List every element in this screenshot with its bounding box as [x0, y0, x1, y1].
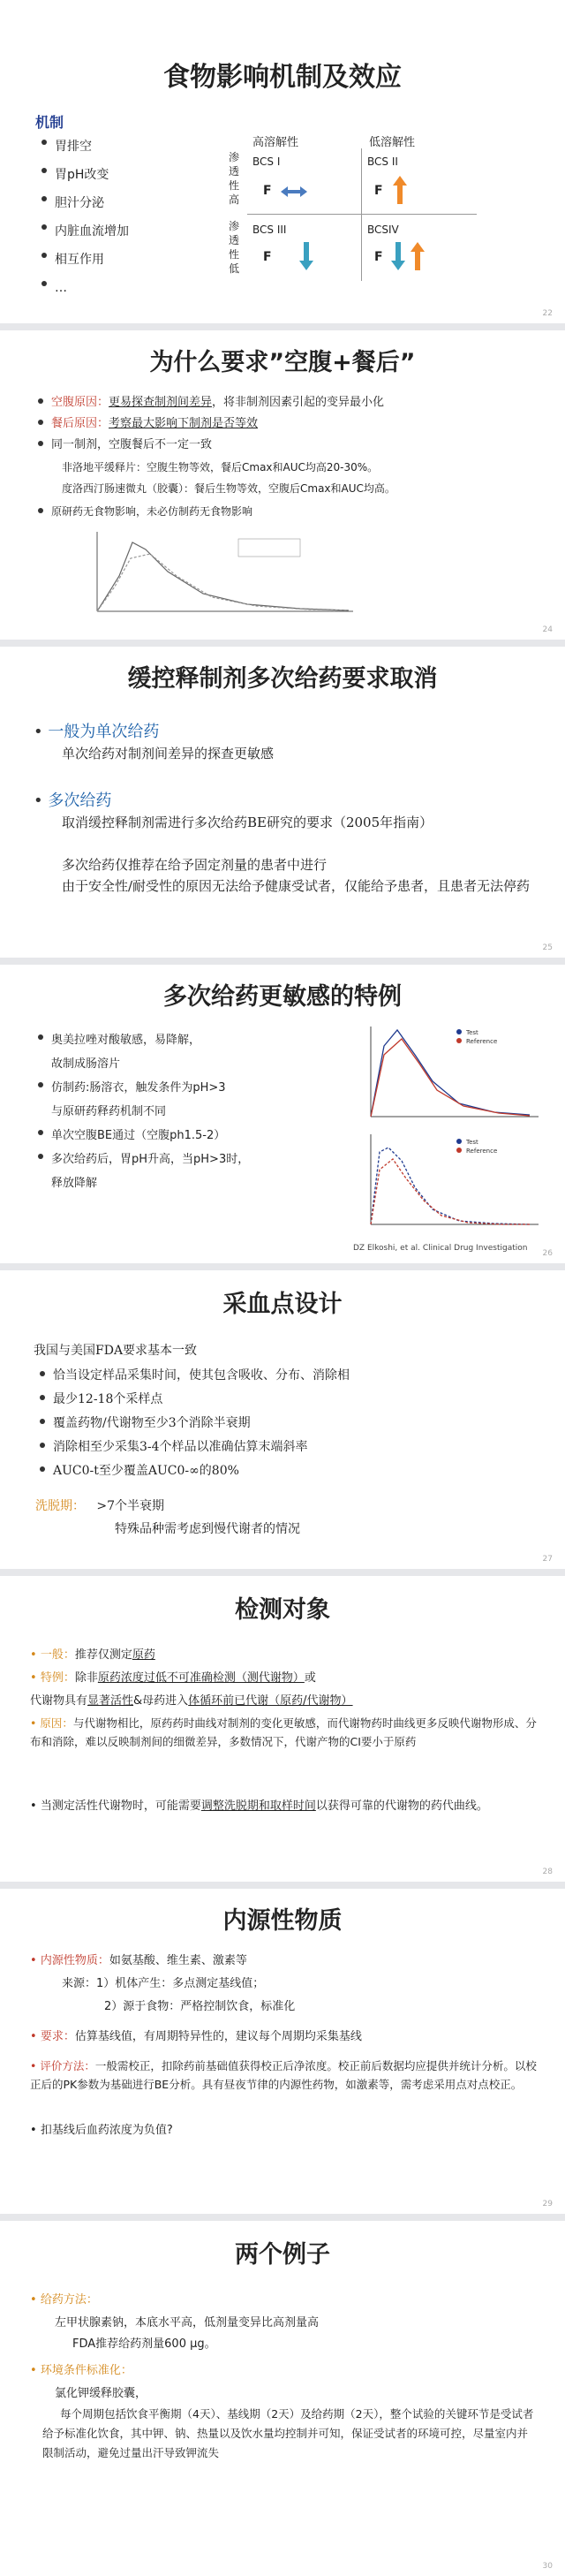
- legend-test: Test: [466, 1029, 478, 1036]
- slide2-title: 为什么要求”空腹+餐后”: [149, 349, 416, 376]
- ex1-line1: 左甲状腺素钠，本底水平高，低剂量变异比高剂量高: [55, 2316, 320, 2330]
- ex2-detail: 每个周期包括饮食平衡期（4天）、基线期（2天）及给药期（2天），整个试验的关键环节是受试者给予标准化饮食，其中钾、钠、热量以及饮水量均控制并可知，保证受试者的环境可控，尽量室内并限制活动，避免过量出汗导致钾流失: [42, 2407, 534, 2459]
- page-number: 29: [542, 2200, 553, 2209]
- list-item: AUC0-t至少覆盖AUC0-∞的80%: [37, 1459, 540, 1483]
- analyte-general: • 一般：推荐仅测定原药: [30, 1648, 155, 1662]
- list-item: 原研药无食物影响，未必仿制药无食物影响: [35, 502, 252, 521]
- washout-note: 特殊品种需考虑到慢代谢者的情况: [115, 1522, 300, 1536]
- ex1-line2: FDA推荐给药剂量600 μg。: [72, 2337, 216, 2351]
- multi-dose-text-3: 由于安全性/耐受性的原因无法给予健康受试者，仅能给予患者，且患者无法停药: [62, 878, 531, 894]
- reason-list: [35, 392, 547, 456]
- arrow-down-icon: [390, 241, 406, 271]
- slide-examples: [0, 2221, 565, 2576]
- slide-why-fasting-fed: [0, 330, 565, 647]
- bcs4-label: BCSIV: [367, 224, 399, 236]
- arrow-up-icon: [410, 241, 426, 271]
- list-item: 胃排空: [39, 133, 129, 161]
- slide-food-effect: [0, 0, 565, 330]
- list-item: 覆盖药物/代谢物至少3个消除半衰期: [37, 1412, 540, 1436]
- multi-dose-text-2: 多次给药仅推荐在给予固定剂量的患者中进行: [62, 857, 328, 873]
- analyte-special-2: 代谢物具有显著活性&母药进入体循环前已代谢（原药/代谢物）: [30, 1694, 353, 1708]
- bcs-row-low: 渗 透 性 低: [228, 220, 239, 275]
- page-number: 24: [542, 625, 553, 634]
- page-number: 25: [542, 943, 553, 952]
- example-felodipine: 非洛地平缓释片：空腹生物等效，餐后Cmax和AUC均高20-30%。: [62, 461, 379, 474]
- bcs-row-high: 渗 透 性 高: [228, 151, 239, 206]
- bcs-col-high: 高溶解性: [252, 136, 299, 149]
- endo-eval: • 评价方法：一般需校正，扣除药前基础值获得校正后净浓度。校正前后数据均应提供并统计分析。以校正后的PK参数为基础进行BE分析。具有昼夜节律的内源性药物，如激素等，需考虑采用点对点校正。: [30, 2059, 537, 2091]
- slide-multiple-dose: [0, 647, 565, 965]
- list-item: 餐后原因：考察最大影响下制剂是否等效: [35, 413, 547, 435]
- slide6-title: 检测对象: [235, 1596, 330, 1624]
- legend-reference-2: Reference: [466, 1148, 498, 1155]
- list-item: …: [39, 274, 129, 302]
- endo-source: 来源：1）机体产生：多点测定基线值；: [62, 1977, 265, 1990]
- list-item: 相互作用: [39, 246, 129, 274]
- page-number: 28: [542, 1868, 553, 1876]
- reason-list-2: [35, 502, 252, 521]
- slide3-title: 缓控释制剂多次给药要求取消: [127, 665, 438, 693]
- mechanism-list: [39, 133, 129, 302]
- list-item: 多次给药后，胃pH升高，当pH>3时， 释放降解: [35, 1148, 327, 1195]
- list-item: 空腹原因：更易探查制剂间差异，将非制剂因素引起的变异最小化: [35, 392, 547, 413]
- washout-line: 洗脱期： >7个半衰期: [35, 1499, 164, 1513]
- endo-def: • 内源性物质：如氨基酸、维生素、激素等: [30, 1954, 247, 1967]
- list-item: 胆汁分泌: [39, 189, 129, 217]
- mechanism-heading: 机制: [35, 114, 64, 131]
- omeprazole-charts: [353, 1019, 547, 1240]
- bcs1-label: BCS I: [252, 155, 281, 168]
- slide5-title: 采血点设计: [222, 1291, 343, 1318]
- slide-endogenous: [0, 1889, 565, 2221]
- list-item: 仿制药:肠溶衣，触发条件为pH>3 与原研药释药机制不同: [35, 1076, 327, 1124]
- bcs2-f: F: [374, 184, 383, 198]
- endo-negative: • 扣基线后血药浓度为负值?: [30, 2124, 173, 2137]
- page-number: 26: [542, 1249, 553, 1258]
- ex1-heading: • 给药方法：: [30, 2293, 98, 2307]
- bcs1-f: F: [263, 184, 272, 198]
- double-arrow-icon: [279, 184, 309, 200]
- bcs3-cell: [247, 215, 362, 281]
- arrow-up-icon: [392, 175, 408, 205]
- slide1-title: 食物影响机制及效应: [163, 62, 402, 93]
- analyte-special: • 特例：除非原药浓度过低不可准确检测（测代谢物）或: [30, 1671, 316, 1685]
- list-item: 最少12-18个采样点: [37, 1388, 540, 1412]
- list-item: 奥美拉唑对酸敏感，易降解， 故制成肠溶片: [35, 1028, 327, 1076]
- list-item: 单次空腹BE通过（空腹ph1.5-2）: [35, 1124, 327, 1148]
- bcs1-cell: [247, 148, 362, 215]
- slide-special-case: [0, 965, 565, 1270]
- analyte-reason: • 原因：与代谢物相比，原药药时曲线对制剂的变化更敏感，而代谢物药时曲线更多反映代谢物形成、分布和消除，难以反映制剂间的细微差异，多数情况下，代谢产物的CI要小于原药: [30, 1716, 537, 1748]
- bcs4-f: F: [374, 250, 383, 264]
- list-item: 消除相至少采集3-4个样品以准确估算末端斜率: [37, 1436, 540, 1459]
- page-number: 27: [542, 1555, 553, 1564]
- ex2-line1: 氯化钾缓释胶囊，: [55, 2387, 147, 2400]
- slide8-title: 两个例子: [235, 2241, 330, 2269]
- bcs4-cell: [362, 215, 477, 281]
- page-number: 22: [542, 309, 553, 318]
- bcs-grid: [247, 148, 477, 281]
- single-dose-text: 单次给药对制剂间差异的探查更敏感: [62, 746, 275, 761]
- endo-req: • 要求：估算基线值，有周期特异性的，建议每个周期均采集基线: [30, 2030, 362, 2043]
- list-item: 同一制剂，空腹餐后不一定一致: [35, 435, 547, 456]
- multi-dose-text-1: 取消缓控释制剂需进行多次给药BE研究的要求（2005年指南）: [62, 814, 433, 830]
- ex2-heading: • 环境条件标准化：: [30, 2364, 132, 2377]
- slide4-title: 多次给药更敏感的特例: [163, 983, 402, 1011]
- legend-reference: Reference: [466, 1038, 498, 1045]
- slide7-title: 内源性物质: [222, 1907, 343, 1935]
- sampling-intro: 我国与美国FDA要求基本一致: [34, 1344, 198, 1358]
- bcs3-label: BCS III: [252, 224, 287, 236]
- sampling-list: [37, 1364, 540, 1483]
- page-number: 30: [542, 2562, 553, 2571]
- multi-dose-heading: • 多次给药: [34, 792, 112, 810]
- citation: DZ Elkoshi, et al. Clinical Drug Investigation: [353, 1244, 528, 1253]
- list-item: 恰当设定样品采集时间，使其包含吸收、分布、消除相: [37, 1364, 540, 1388]
- case-list: [35, 1028, 327, 1195]
- bcs3-f: F: [263, 250, 272, 264]
- bcs-col-low: 低溶解性: [369, 136, 416, 149]
- analyte-metabolite: • 当测定活性代谢物时，可能需要调整洗脱期和取样时间以获得可靠的代谢物的药代曲线。: [30, 1799, 488, 1813]
- list-item: 胃pH改变: [39, 161, 129, 189]
- slide-analyte: [0, 1576, 565, 1889]
- endo-source-2: 2）源于食物：严格控制饮食，标准化: [104, 2000, 296, 2013]
- single-dose-heading: • 一般为单次给药: [34, 723, 160, 741]
- bcs2-cell: [362, 148, 477, 215]
- arrow-down-icon: [298, 241, 314, 271]
- bcs2-label: BCS II: [367, 155, 398, 168]
- pk-curve-figure: [71, 523, 362, 629]
- list-item: 内脏血流增加: [39, 217, 129, 246]
- slide-sampling-design: [0, 1270, 565, 1576]
- example-duloxetine: 度洛西汀肠速微丸（胶囊）：餐后生物等效，空腹后Cmax和AUC均高。: [62, 482, 396, 495]
- legend-test-2: Test: [466, 1139, 478, 1146]
